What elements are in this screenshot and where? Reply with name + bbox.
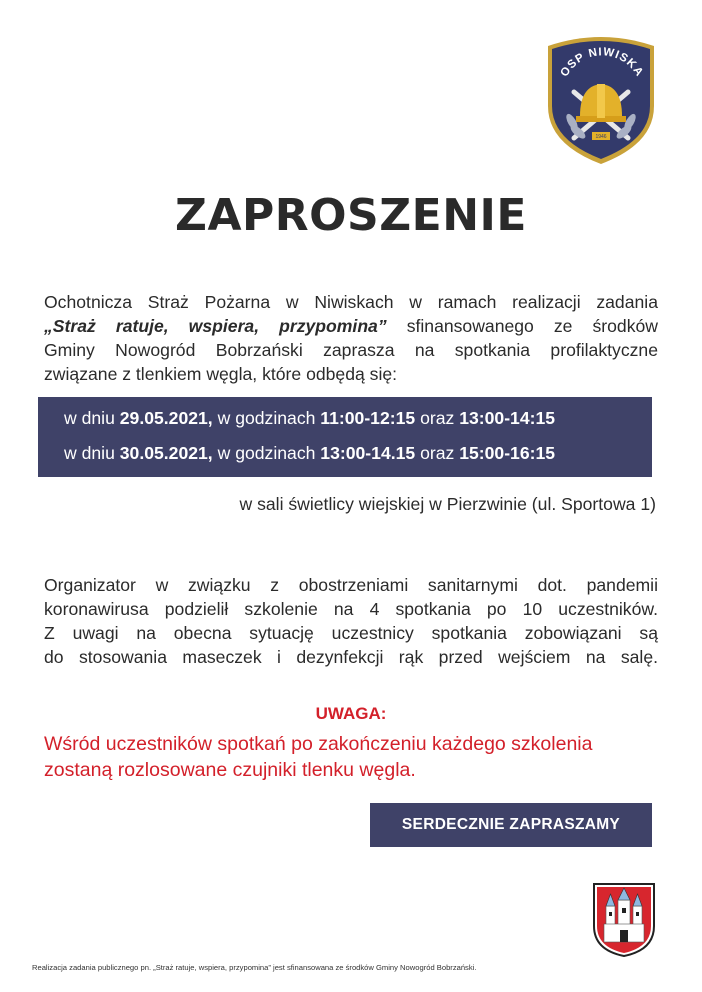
town-crest-icon — [592, 882, 656, 958]
organizer-line: Organizator w związku z obostrzeniami sanitarnymi dot. pandemii — [44, 575, 658, 595]
intro-line — [44, 314, 658, 338]
organizer-line: Z uwagi na obecna sytuację uczestnicy spotkania zobowiązani są — [44, 623, 658, 643]
notice-line: zostaną rozlosowane czujniki tlenku węgla. — [44, 759, 416, 781]
notice-line: Wśród uczestników spotkań po zakończeniu każdego szkolenia — [44, 733, 593, 755]
organizer-line: do stosowania maseczek i dezynfekcji rąk przed wejściem na salę. — [44, 647, 658, 667]
date-row: w dniu 29.05.2021, w godzinach 11:00-12:15 oraz 13:00-14:15 — [64, 408, 556, 428]
intro-line: Gminy Nowogród Bobrzański zaprasza na spotkania profilaktyczne — [44, 340, 658, 360]
organizer-line: koronawirusa podzielił szkolenie na 4 spotkania po 10 uczestników. — [44, 599, 658, 619]
logo-text: OSP NIWISKA — [558, 46, 646, 80]
footer-note: Realizacja zadania publicznego pn. „Straż ratuje, wspiera, przypomina” jest sfinansowana ze środków Gminy Nowogród Bobrzański. — [32, 963, 477, 972]
intro-text: sfinansowanego ze środków — [406, 316, 658, 336]
osp-niwiska-logo — [542, 34, 660, 166]
notice-title: UWAGA: — [315, 704, 387, 723]
date-row: w dniu 30.05.2021, w godzinach 13:00-14.15 oraz 15:00-16:15 — [64, 443, 556, 463]
logo-year: 1946 — [595, 134, 607, 140]
intro-line: związane z tlenkiem węgla, które odbędą się: — [44, 364, 398, 384]
intro-line: Ochotnicza Straż Pożarna w Niwiskach w ramach realizacji zadania — [44, 292, 658, 312]
venue-text: w sali świetlicy wiejskiej w Pierzwinie (ul. Sportowa 1) — [239, 494, 656, 514]
closing-banner: SERDECZNIE ZAPRASZAMY — [370, 803, 652, 847]
page-title: ZAPROSZENIE — [175, 190, 527, 241]
task-name: „Straż ratuje, wspiera, przypomina” — [44, 316, 387, 336]
